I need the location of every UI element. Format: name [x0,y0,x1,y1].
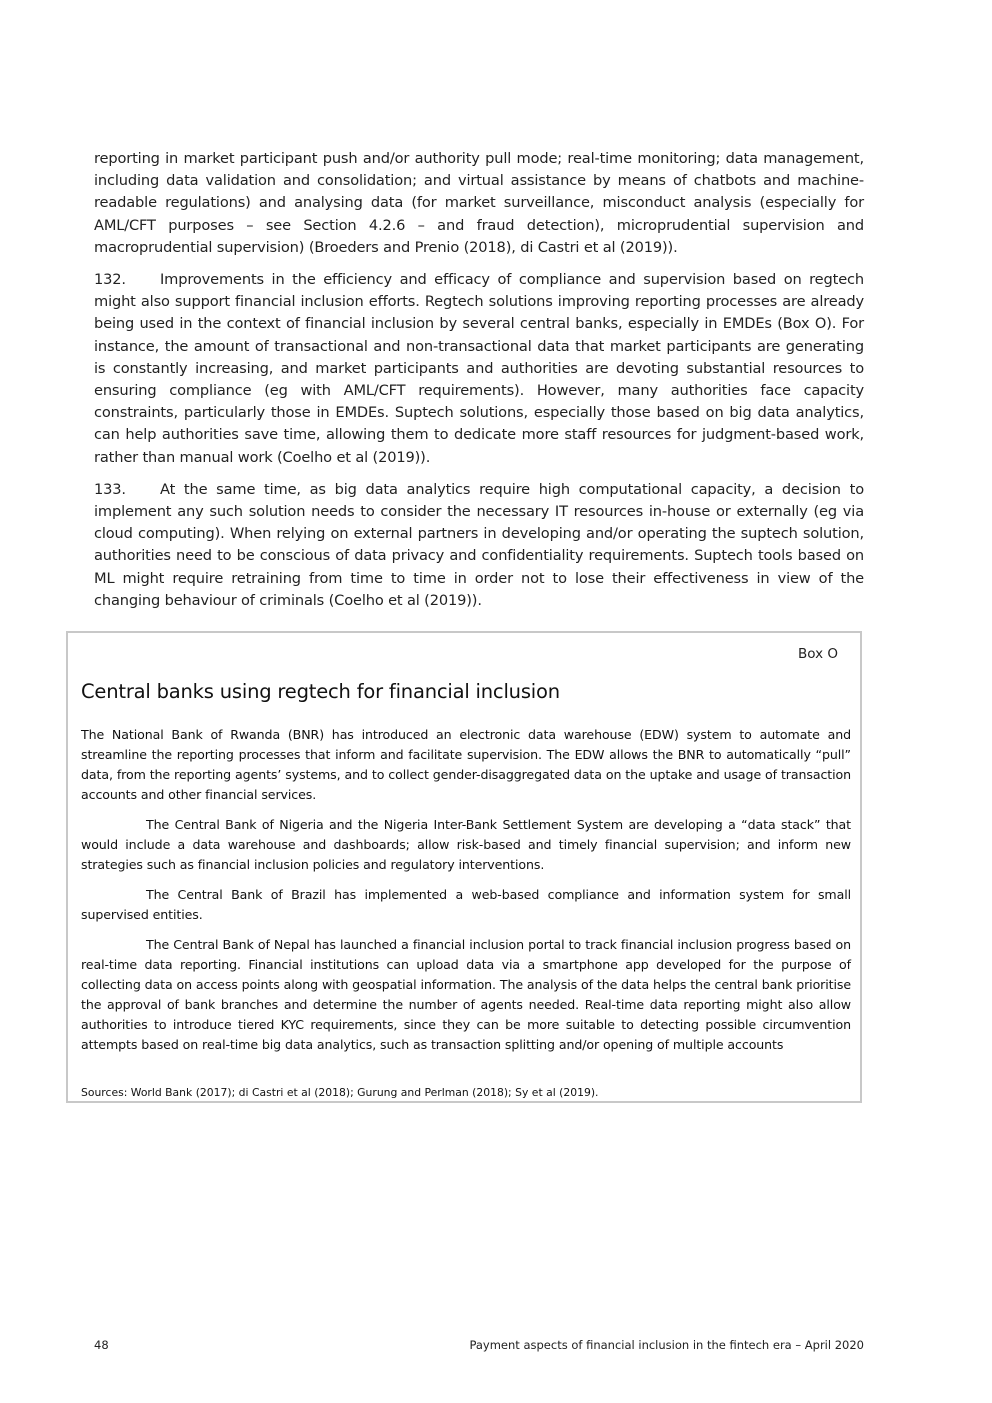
box-o [66,631,862,1103]
box-title: Central banks using regtech for financial inclusion [81,680,560,703]
paragraph-text: At the same time, as big data analytics require high computational capacity, a decision to implement any such solution needs to consider the necessary IT resources in-house or externally (eg via cloud computing). When relying on external partners in developing and/or operating the suptech solution, authorities need to be conscious of data privacy and confidentiality requirements. Suptech tools based on ML might require retraining from time to time in order not to lose their effectiveness in view of the changing behaviour of criminals (Coelho et al (2019)). [94,480,864,609]
paragraph-132 [94,269,864,469]
box-paragraph-nigeria: The Central Bank of Nigeria and the Nigeria Inter-Bank Settlement System are developing a “data stack” that would include a data warehouse and dashboards; allow risk-based and timely financial supervision; and inform new strategies such as financial inclusion policies and regulatory interventions. [81,817,851,872]
box-paragraph-brazil: The Central Bank of Brazil has implemented a web-based compliance and information system for small supervised entities. [81,887,851,922]
paragraph-number: 132. [94,271,126,289]
footer-document-title: Payment aspects of financial inclusion in the fintech era – April 2020 [469,1338,864,1352]
paragraph-text: Improvements in the efficiency and efficacy of compliance and supervision based on regtech might also support financial inclusion efforts. Regtech solutions improving reporting processes are already being used in the context of financial inclusion by several central banks, especially in EMDEs (Box O). For instance, the amount of transactional and non-transactional data that market participants are generating is constantly increasing, and market participants and authorities are devoting substantial resources to ensuring compliance (eg with AML/CFT requirements). However, many authorities face capacity constraints, particularly those in EMDEs. Suptech solutions, especially those based on big data analytics, can help authorities save time, allowing them to dedicate more staff resources for judgment-based work, rather than manual work (Coelho et al (2019)). [94,271,864,466]
paragraph-133 [94,479,864,612]
continued-paragraph: reporting in market participant push and/or authority pull mode; real-time monitoring; data management, including data validation and consolidation; and virtual assistance by means of chatbots and machine-readable regulations) and analysing data (for market surveillance, misconduct analysis (especially for AML/CFT purposes – see Section 4.2.6 – and fraud detection), microprudential supervision and macroprudential supervision) (Broeders and Prenio (2018), di Castri et al (2019)). [94,150,864,256]
box-sources: Sources: World Bank (2017); di Castri et al (2018); Gurung and Perlman (2018); Sy et al (2019). [81,1086,599,1099]
box-label: Box O [797,646,838,662]
paragraph-number: 133. [94,480,126,498]
box-paragraph-nepal: The Central Bank of Nepal has launched a financial inclusion portal to track financial inclusion progress based on real-time data reporting. Financial institutions can upload data via a smartphone app developed for the purpose of collecting data on access points along with geospatial information. The analysis of the data helps the central bank prioritise the approval of bank branches and determine the number of agents needed. Real-time data reporting might also allow authorities to introduce tiered KYC requirements, since they can be more suitable to detecting possible circumvention attempts based on real-time big data analytics, such as transaction splitting and/or opening of multiple accounts [81,937,851,1052]
page-number: 48 [94,1338,109,1352]
main-body-text [94,148,864,622]
box-body [81,725,851,1065]
box-paragraph-rwanda: The National Bank of Rwanda (BNR) has introduced an electronic data warehouse (EDW) system to automate and streamline the reporting processes that inform and facilitate supervision. The EDW allows the BNR to automatically “pull” data, from the reporting agents’ systems, and to collect gender-disaggregated data on the uptake and usage of transaction accounts and other financial services. [81,727,851,802]
